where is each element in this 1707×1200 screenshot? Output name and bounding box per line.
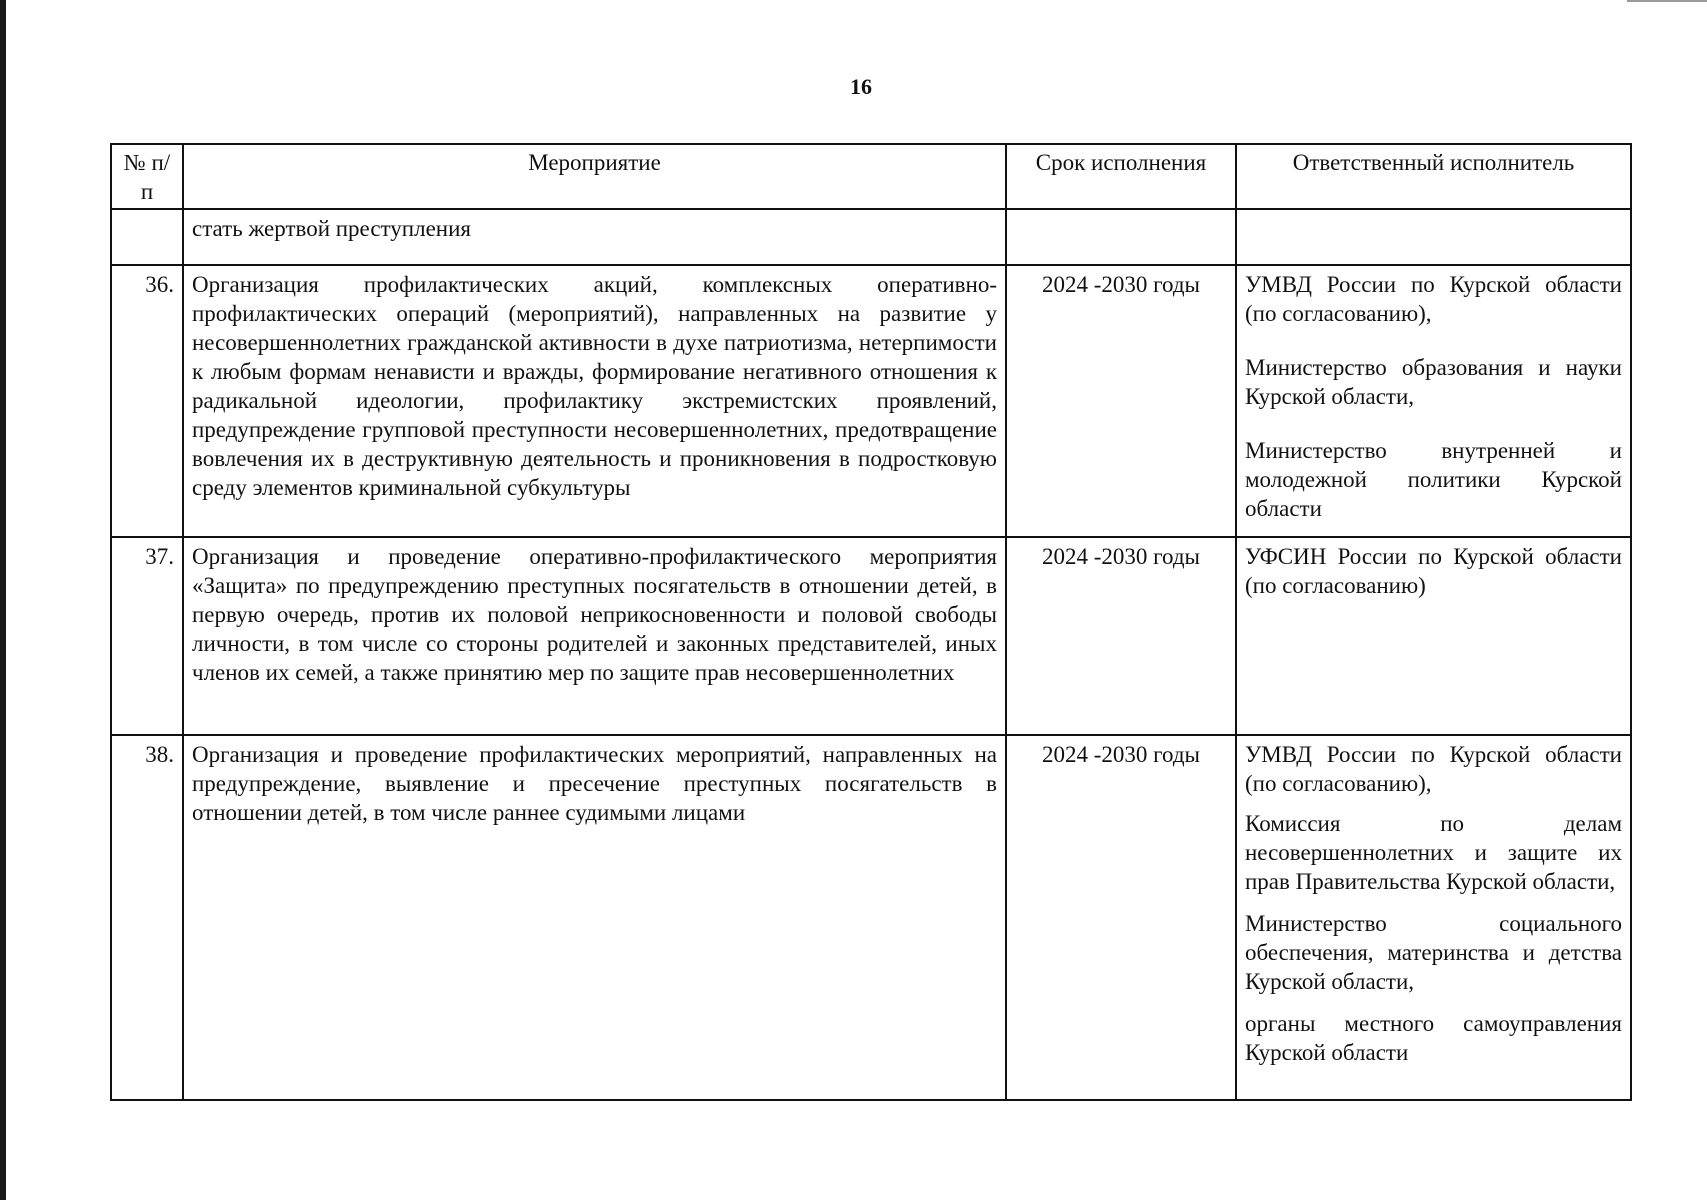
executor-item: УФСИН России по Курской области (по согласованию)	[1245, 544, 1622, 598]
scan-edge-shadow	[0, 0, 6, 1200]
page-number: 16	[850, 74, 872, 99]
table-header-row	[111, 144, 1631, 209]
cell-term: 2024 -2030 годы	[1006, 265, 1236, 537]
header-event: Мероприятие	[183, 144, 1006, 209]
cell-executor	[1236, 265, 1631, 537]
cell-term: 2024 -2030 годы	[1006, 735, 1236, 1100]
scan-top-mark	[1627, 0, 1707, 2]
executor-item: Комиссия по делам несовершеннолетних и защите их прав Правительства Курской области,	[1245, 811, 1622, 894]
header-num: № п/п	[111, 144, 183, 209]
table-row	[111, 537, 1631, 735]
cell-event	[183, 265, 1006, 537]
cell-event	[183, 537, 1006, 735]
event-text: Организация и проведение оперативно-профилактического мероприятия «Защита» по предупреждению преступных посягательств в отношении детей, в первую очередь, против их половой неприкосновенности и половой свободы личности, в том числе со стороны родителей и законных представителей, иных членов их семей, а также принятию мер по защите прав несовершеннолетних	[192, 544, 997, 685]
header-term: Срок исполнения	[1006, 144, 1236, 209]
table-row	[111, 265, 1631, 537]
measures-table	[110, 143, 1632, 1101]
executor-item: УМВД России по Курской области (по согласованию),	[1245, 272, 1622, 326]
header-executor: Ответственный исполнитель	[1236, 144, 1631, 209]
cell-num: 37.	[111, 537, 183, 735]
cell-term: 2024 -2030 годы	[1006, 537, 1236, 735]
event-text: Организация и проведение профилактических мероприятий, направленных на предупреждение, выявление и пресечение преступных посягательств в отношении детей, в том числе раннее судимыми лицами	[192, 742, 997, 825]
executor-item: Министерство социального обеспечения, материнства и детства Курской области,	[1245, 911, 1622, 994]
cell-event	[183, 735, 1006, 1100]
cell-event: стать жертвой преступления	[183, 209, 1006, 265]
cell-num: 38.	[111, 735, 183, 1100]
table-row-continuation	[111, 209, 1631, 265]
cell-executor	[1236, 537, 1631, 735]
event-text: Организация профилактических акций, комплексных оперативно-профилактических операций (мероприятий), направленных на развитие у несовершеннолетних гражданской активности в духе патриотизма, нетерпимости к любым формам ненависти и вражды, формирование негативного отношения к радикальной идеологии, профилактику экстремистских проявлений, предупреждение групповой преступности несовершеннолетних, предотвращение вовлечения их в деструктивную деятельность и проникновения в подростковую среду элементов криминальной субкультуры	[192, 272, 997, 500]
cell-num	[111, 209, 183, 265]
cell-executor	[1236, 209, 1631, 265]
table-row	[111, 735, 1631, 1100]
executor-item: УМВД России по Курской области (по согласованию),	[1245, 742, 1622, 796]
cell-executor	[1236, 735, 1631, 1100]
cell-term	[1006, 209, 1236, 265]
executor-item: Министерство внутренней и молодежной политики Курской области	[1245, 438, 1622, 521]
cell-num: 36.	[111, 265, 183, 537]
executor-item: Министерство образования и науки Курской области,	[1245, 355, 1622, 409]
executor-item: органы местного самоуправления Курской области	[1245, 1011, 1622, 1065]
